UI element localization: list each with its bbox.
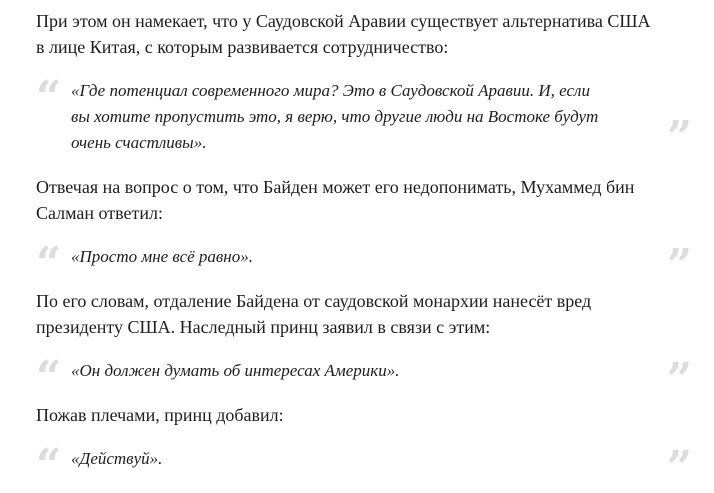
quote-open-icon: “ (36, 440, 62, 491)
quote-close-icon: ” (666, 112, 692, 163)
article-body (36, 8, 700, 493)
paragraph: По его словам, отдаление Байдена от саудовской монархии нанесёт вред президенту США. Наследный принц заявил в связи с этим: (36, 291, 592, 337)
quote-text: «Где потенциал современного мира? Это в Саудовской Аравии. И, если вы хотите пропустить это, я верю, что другие люди на Востоке будут очень счастливы». (71, 81, 599, 152)
blockquote (36, 238, 700, 291)
quote-text: «Действуй». (71, 449, 163, 468)
blockquote (36, 352, 700, 405)
quote-open-icon: “ (36, 352, 62, 403)
paragraph: Отвечая на вопрос о том, что Байден может его недопонимать, Мухаммед бин Салман ответил: (36, 177, 635, 223)
blockquote (36, 440, 700, 493)
quote-open-icon: “ (36, 238, 62, 289)
quote-text: «Он должен думать об интересах Америки». (71, 361, 400, 380)
quote-close-icon: ” (666, 442, 692, 493)
quote-text: «Просто мне всё равно». (71, 247, 253, 266)
quote-close-icon: ” (666, 240, 692, 291)
paragraph: При этом он намекает, что у Саудовской Аравии существует альтернатива США в лице Китая, с которым развивается сотрудничество: (36, 11, 651, 57)
quote-open-icon: “ (36, 72, 62, 123)
quote-close-icon: ” (666, 354, 692, 405)
paragraph: Пожав плечами, принц добавил: (36, 405, 284, 425)
blockquote (36, 72, 700, 163)
